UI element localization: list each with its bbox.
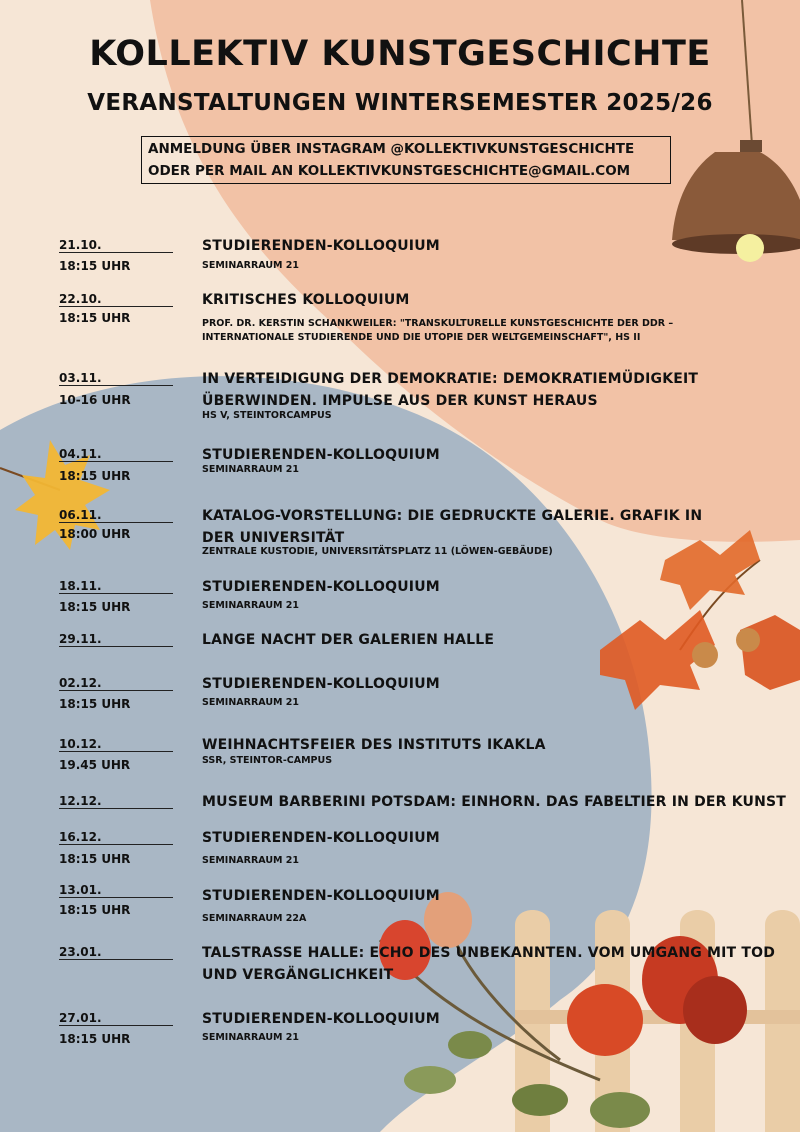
registration-line-1: ANMELDUNG ÜBER INSTAGRAM @KOLLEKTIVKUNSTGESCHICHTE [148, 141, 635, 157]
event-time: 18:15 UHR [59, 311, 131, 325]
event-location: SEMINARRAUM 21 [202, 600, 300, 611]
event-time: 18:15 UHR [59, 600, 131, 614]
event-time: 18:00 UHR [59, 527, 131, 541]
event-title: MUSEUM BARBERINI POTSDAM: EINHORN. DAS FABELTIER IN DER KUNST [202, 794, 787, 810]
event-date: 27.01. [59, 1011, 173, 1026]
event-time: 18:15 UHR [59, 903, 131, 917]
event-title: LANGE NACHT DER GALERIEN HALLE [202, 632, 495, 648]
event-time: 18:15 UHR [59, 469, 131, 483]
registration-box [141, 136, 671, 184]
event-location: SEMINARRAUM 22A [202, 913, 307, 924]
event-location: SEMINARRAUM 21 [202, 855, 300, 866]
event-time: 18:15 UHR [59, 259, 131, 273]
event-time: 18:15 UHR [59, 852, 131, 866]
event-title: STUDIERENDEN-KOLLOQUIUM [202, 888, 440, 904]
event-date: 18.11. [59, 579, 173, 594]
event-date: 10.12. [59, 737, 173, 752]
event-date: 21.10. [59, 238, 173, 253]
registration-line-2: ODER PER MAIL AN KOLLEKTIVKUNSTGESCHICHTE@GMAIL.COM [148, 163, 631, 179]
event-title: WEIHNACHTSFEIER DES INSTITUTS IKAKLA [202, 737, 546, 753]
event-time: 10-16 UHR [59, 393, 131, 407]
event-time: 18:15 UHR [59, 1032, 131, 1046]
event-location: SEMINARRAUM 21 [202, 464, 300, 475]
event-location: SEMINARRAUM 21 [202, 697, 300, 708]
event-location: SSR, STEINTOR-CAMPUS [202, 755, 333, 766]
event-title: TALSTRASSE HALLE: ECHO DES UNBEKANNTEN. VOM UMGANG MIT TOD UND VERGÄNGLICHKEIT [202, 945, 776, 983]
page-subtitle: VERANSTALTUNGEN WINTERSEMESTER 2025/26 [87, 90, 713, 116]
event-time: 19.45 UHR [59, 758, 131, 772]
event-date: 16.12. [59, 830, 173, 845]
event-location: HS V, STEINTORCAMPUS [202, 410, 332, 421]
event-date: 13.01. [59, 883, 173, 898]
event-title: STUDIERENDEN-KOLLOQUIUM [202, 447, 440, 463]
event-title: STUDIERENDEN-KOLLOQUIUM [202, 676, 440, 692]
event-date: 29.11. [59, 632, 173, 647]
event-title: STUDIERENDEN-KOLLOQUIUM [202, 1011, 440, 1027]
event-title: STUDIERENDEN-KOLLOQUIUM [202, 238, 440, 254]
event-date: 04.11. [59, 447, 173, 462]
event-title: STUDIERENDEN-KOLLOQUIUM [202, 830, 440, 846]
event-location: SEMINARRAUM 21 [202, 260, 300, 271]
event-date: 03.11. [59, 371, 173, 386]
event-date: 02.12. [59, 676, 173, 691]
event-title: IN VERTEIDIGUNG DER DEMOKRATIE: DEMOKRATIEMÜDIGKEIT ÜBERWINDEN. IMPULSE AUS DER KUNST HERAUS [202, 371, 699, 409]
event-date: 12.12. [59, 794, 173, 809]
page-title: KOLLEKTIV KUNSTGESCHICHTE [89, 34, 711, 74]
event-title: KATALOG-VORSTELLUNG: DIE GEDRUCKTE GALERIE. GRAFIK IN DER UNIVERSITÄT [202, 508, 703, 546]
event-title: KRITISCHES KOLLOQUIUM [202, 292, 410, 308]
event-location: SEMINARRAUM 21 [202, 1032, 300, 1043]
event-title: STUDIERENDEN-KOLLOQUIUM [202, 579, 440, 595]
event-location: PROF. DR. KERSTIN SCHANKWEILER: "TRANSKULTURELLE KUNSTGESCHICHTE DER DDR – INTERNATIONALE STUDIERENDE UND DIE UTOPIE DER WELTGEMEINSCHAFT", HS II [202, 318, 674, 343]
event-date: 23.01. [59, 945, 173, 960]
event-time: 18:15 UHR [59, 697, 131, 711]
event-date: 22.10. [59, 292, 173, 307]
event-date: 06.11. [59, 508, 173, 523]
event-location: ZENTRALE KUSTODIE, UNIVERSITÄTSPLATZ 11 (LÖWEN-GEBÄUDE) [202, 546, 553, 557]
